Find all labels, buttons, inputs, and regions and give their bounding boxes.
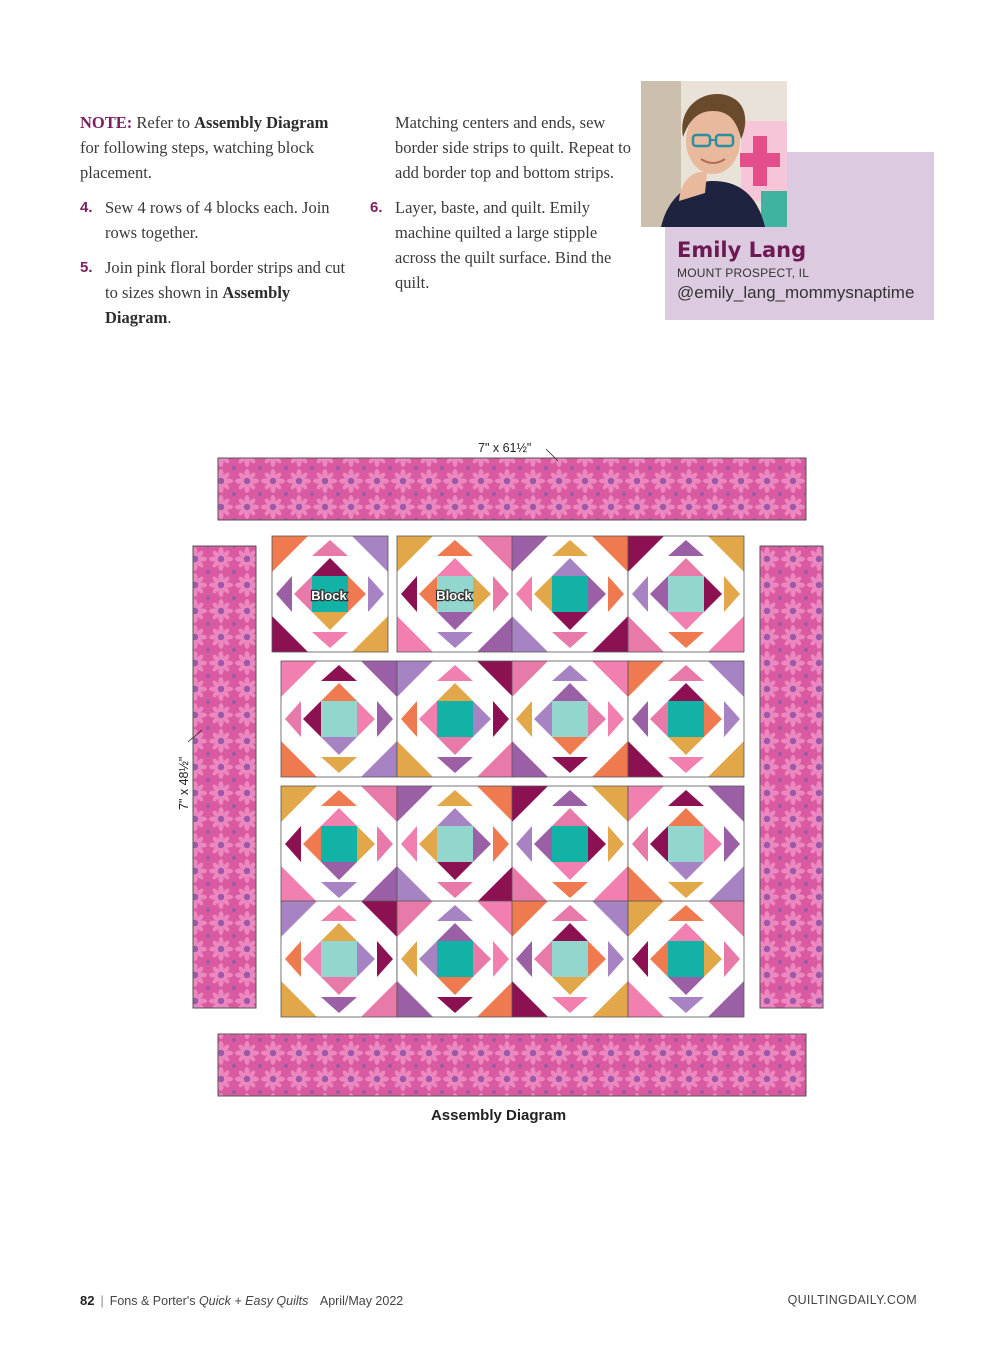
quilt-block (628, 786, 744, 902)
step-text: Join pink floral border strips and cut to sizes shown in (105, 258, 346, 302)
step-5-continued (370, 110, 635, 185)
step-6 (370, 195, 635, 295)
step-5 (80, 255, 350, 330)
quilt-block (512, 536, 628, 652)
step-4 (80, 195, 350, 245)
note-text-1: Refer to (136, 113, 190, 132)
svg-text:Block: Block (436, 588, 472, 603)
note-text-2: Assembly Diagram (194, 113, 329, 132)
quilt-block (512, 786, 628, 902)
quilt-block (628, 901, 744, 1017)
step-text-bold: Assembly Diagram (105, 283, 291, 327)
note-text-3: for following steps, watching block placement. (80, 138, 315, 182)
quilt-block (397, 901, 513, 1017)
issue-date: April/May 2022 (319, 1294, 404, 1308)
bio-name: Emily Lang (677, 238, 807, 262)
bottom-border-strip (218, 1034, 806, 1096)
left-border-strip (193, 546, 256, 1008)
svg-text:Block: Block (311, 588, 347, 603)
author-photo (641, 81, 787, 227)
step-number: 5. (80, 259, 93, 276)
assembly-diagram (170, 435, 830, 1105)
publication-name: Fons & Porter's (109, 1294, 196, 1308)
page-footer: 82 | Fons & Porter's Quick + Easy Quilts April/May 2022 (80, 1293, 404, 1308)
quilt-block (281, 661, 397, 777)
page-number: 82 (80, 1293, 95, 1308)
note-label: NOTE: (80, 113, 133, 132)
quilt-block (281, 786, 397, 902)
quilt-block (628, 536, 744, 652)
magazine-name: Quick + Easy Quilts (198, 1294, 309, 1308)
note-paragraph (80, 110, 350, 185)
top-strip-dimension: 7" x 61½" (478, 441, 532, 455)
website-url[interactable]: QUILTINGDAILY.COM (787, 1293, 917, 1307)
step-text: Matching centers and ends, sew border side strips to quilt. Repeat to add border top and bottom strips. (395, 113, 632, 182)
step-text: Layer, baste, and quilt. Emily machine quilted a large stipple across the quilt surface. Bind the quilt. (395, 198, 612, 292)
side-strip-dimension: 7" x 48½" (177, 756, 191, 810)
quilt-block (397, 661, 513, 777)
block-label-1 (311, 588, 347, 603)
right-border-strip (760, 546, 823, 1008)
step-number: 6. (370, 199, 383, 216)
left-text-column (80, 110, 350, 340)
step-text-end: . (167, 308, 172, 327)
step-text: Sew 4 rows of 4 blocks each. Join rows together. (105, 198, 330, 242)
quilt-block (628, 661, 744, 777)
bio-social-handle[interactable]: @emily_lang_mommysnaptime (677, 283, 915, 302)
step-number: 4. (80, 199, 93, 216)
quilt-block (281, 901, 397, 1017)
bio-location: MOUNT PROSPECT, IL (677, 266, 810, 280)
block-label-2 (436, 588, 472, 603)
middle-text-column (370, 110, 635, 305)
diagram-caption: Assembly Diagram (430, 1107, 567, 1124)
top-border-strip (218, 458, 806, 520)
quilt-block (512, 901, 628, 1017)
quilt-block (512, 661, 628, 777)
quilt-center (272, 536, 744, 1017)
quilt-block (397, 786, 513, 902)
